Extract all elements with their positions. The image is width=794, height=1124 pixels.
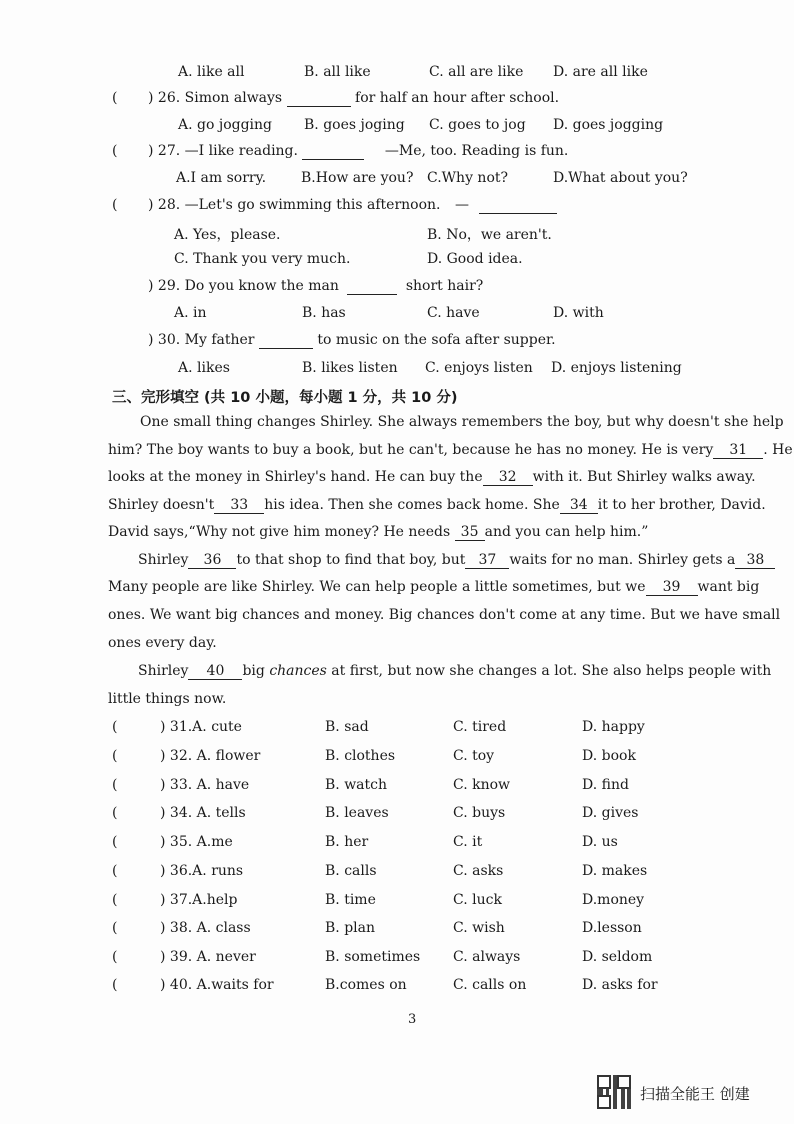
stem-after: to music on the sofa after supper. [317,332,556,348]
reply-dash: — [454,197,469,213]
blank-33[interactable]: 33 [214,497,264,514]
option-c: C. enjoys listen [425,360,533,376]
option-c: C. tired [453,719,507,735]
option-a: A. go jogging [178,117,273,133]
option-d: D. us [582,834,618,850]
passage-line [138,663,771,680]
passage-text: Shirley [138,663,189,679]
option-c: C. have [427,305,480,321]
qr-code-icon [597,1075,631,1109]
scanner-watermark: 扫描全能王 创建 [640,1085,750,1103]
passage-line [138,552,775,569]
option-d: D. with [553,305,604,321]
option-b: B. likes listen [302,360,398,376]
question-stem [148,197,557,214]
stem-before: ) 26. Simon always [148,90,283,106]
option-a: A. in [174,305,207,321]
answer-paren[interactable]: ( [112,143,118,159]
answer-paren[interactable]: ( [112,977,118,993]
question-option-a: ) 35. A.me [160,834,233,850]
section-title-cloze: 三、完形填空 (共 10 小题，每小题 1 分，共 10 分) [112,390,458,406]
passage-text-italic: chances [269,663,327,679]
passage-text: with it. But Shirley walks away. [532,469,756,485]
stem-before: ) 30. My father [148,332,255,348]
passage-line [108,442,793,459]
answer-paren[interactable]: ( [112,920,118,936]
passage-text: looks at the money in Shirley's hand. He can buy the [108,469,483,485]
answer-paren[interactable]: ( [112,777,118,793]
option-b: B. time [325,892,376,908]
option-c: C.Why not? [427,170,509,186]
option-d: D. gives [582,805,639,821]
option-c: C. buys [453,805,506,821]
option-b: B. has [302,305,346,321]
passage-line [108,469,756,486]
option-b: B. all like [304,64,371,80]
question-option-a: ) 38. A. class [160,920,251,936]
passage-text: Shirley doesn't [108,497,215,513]
answer-blank[interactable] [287,90,351,107]
option-d: D. enjoys listening [551,360,682,376]
option-d: D. book [582,748,636,764]
option-d: D. makes [582,863,648,879]
option-d: D. find [582,777,629,793]
option-c: C. goes to jog [429,117,526,133]
passage-text: it to her brother, David. [597,497,766,513]
option-d: D.lesson [582,920,642,936]
answer-paren[interactable]: ( [112,834,118,850]
answer-paren[interactable]: ( [112,748,118,764]
option-c: C. know [453,777,511,793]
stem-before: ) 27. —I like reading. [148,143,298,159]
passage-text: want big [697,579,760,595]
answer-paren[interactable]: ( [112,90,118,106]
option-b: B. sometimes [325,949,421,965]
passage-text: . He [763,442,793,458]
blank-32[interactable]: 32 [483,469,533,486]
answer-paren[interactable]: ( [112,805,118,821]
option-b: B. her [325,834,369,850]
stem-before: ) 28. —Let's go swimming this afternoon. [148,197,441,213]
option-c: C. toy [453,748,495,764]
passage-line: little things now. [108,691,227,707]
option-d: D. goes jogging [553,117,664,133]
question-option-a: ) 34. A. tells [160,805,246,821]
passage-line: ones every day. [108,635,217,651]
blank-39[interactable]: 39 [646,579,698,596]
option-c: C. wish [453,920,505,936]
passage-line: One small thing changes Shirley. She always remembers the boy, but why doesn't she help [140,414,784,430]
answer-blank[interactable] [479,197,557,214]
option-d: D. asks for [582,977,658,993]
passage-text: Many people are like Shirley. We can help people a little sometimes, but we [108,579,646,595]
passage-text: and you can help him.” [484,524,649,540]
passage-line [108,497,766,514]
question-option-a: ) 31.A. cute [160,719,242,735]
stem-after: short hair? [405,278,484,294]
question-option-a: ) 40. A.waits for [160,977,274,993]
option-a: A. likes [178,360,230,376]
option-b: B. goes joging [304,117,405,133]
passage-line [108,524,648,541]
page-number: 3 [408,1012,417,1027]
option-d: D.What about you? [553,170,688,186]
option-b: B.How are you? [301,170,414,186]
option-c: C. Thank you very much. [174,251,351,267]
passage-text: waits for no man. Shirley gets a [509,552,736,568]
option-b: B. leaves [325,805,389,821]
option-d: D. Good idea. [427,251,523,267]
option-c: C. asks [453,863,504,879]
option-d: D. happy [582,719,645,735]
passage-text: David says,“Why not give him money? He needs [108,524,451,540]
passage-text: Shirley [138,552,189,568]
question-option-a: ) 33. A. have [160,777,250,793]
passage-text: his idea. Then she comes back home. She [264,497,560,513]
stem-after: for half an hour after school. [355,90,560,106]
question-stem [148,278,483,295]
question-stem [148,90,559,107]
blank-34[interactable]: 34 [560,497,598,514]
answer-blank[interactable] [302,143,364,160]
question-option-a: ) 36.A. runs [160,863,244,879]
passage-line: ones. We want big chances and money. Big chances don't come at any time. But we have small [108,607,781,623]
option-a: A. Yes，please. [174,227,281,243]
option-b: B. plan [325,920,375,936]
passage-text: to that shop to find that boy, but [236,552,466,568]
blank-31[interactable]: 31 [713,442,763,459]
option-c: C. calls on [453,977,527,993]
passage-text: him? The boy wants to buy a book, but he can't, because he has no money. He is very [108,442,714,458]
blank-36[interactable]: 36 [188,552,236,569]
option-b: B. clothes [325,748,396,764]
question-option-a: ) 39. A. never [160,949,256,965]
answer-paren[interactable]: ( [112,197,118,213]
option-b: B.comes on [325,977,407,993]
option-d: D. seldom [582,949,653,965]
blank-37[interactable]: 37 [465,552,509,569]
answer-blank[interactable] [259,332,313,349]
blank-35[interactable]: 35 [455,524,485,541]
blank-38[interactable]: 38 [735,552,775,569]
option-c: C. it [453,834,483,850]
passage-text: at first, but now she changes a lot. She also helps people with [331,663,772,679]
option-d: D.money [582,892,645,908]
option-d: D. are all like [553,64,648,80]
option-c: C. all are like [429,64,524,80]
option-b: B. watch [325,777,388,793]
stem-after: —Me, too. Reading is fun. [384,143,569,159]
question-stem [148,143,568,160]
stem-before: ) 29. Do you know the man [148,278,339,294]
passage-line [108,579,759,596]
blank-40[interactable]: 40 [188,663,242,680]
passage-text: big [242,663,265,679]
question-stem [148,332,556,349]
option-c: C. always [453,949,521,965]
option-a: A. like all [178,64,245,80]
question-option-a: ) 37.A.help [160,892,238,908]
answer-paren[interactable]: ( [112,949,118,965]
option-b: B. calls [325,863,377,879]
answer-blank[interactable] [347,278,397,295]
option-b: B. sad [325,719,369,735]
answer-paren[interactable]: ( [112,863,118,879]
option-c: C. luck [453,892,502,908]
answer-paren[interactable]: ( [112,719,118,735]
option-b: B. No，we aren't. [427,227,552,243]
option-a: A.I am sorry. [176,170,267,186]
answer-paren[interactable]: ( [112,892,118,908]
question-option-a: ) 32. A. flower [160,748,261,764]
